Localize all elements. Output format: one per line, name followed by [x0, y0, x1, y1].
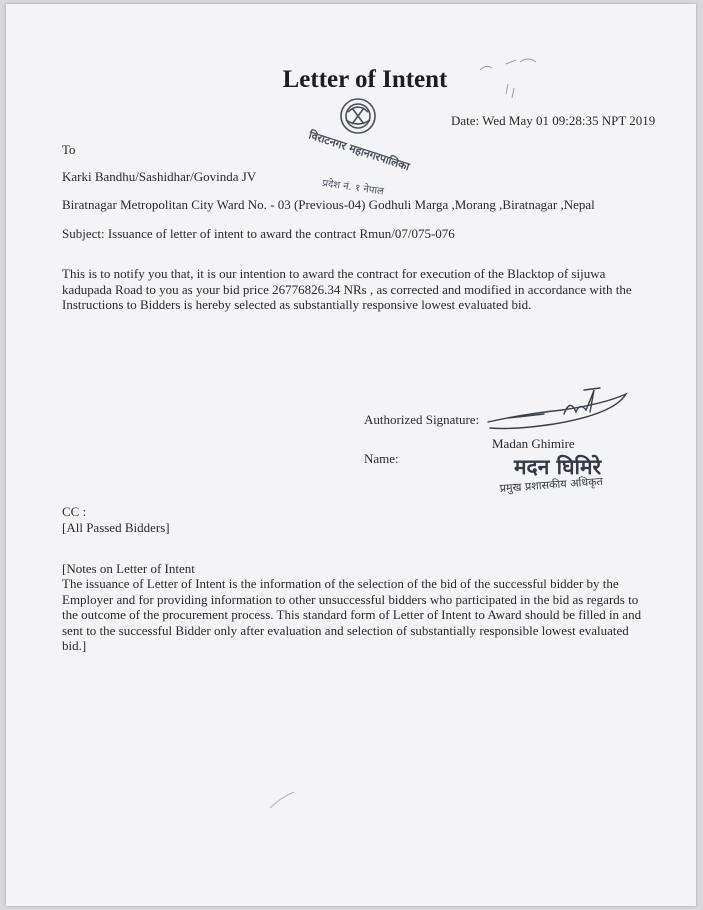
cc-label: CC : [62, 504, 87, 519]
cc-value: [All Passed Bidders] [62, 520, 170, 535]
subject-line: Subject: Issuance of letter of intent to award the contract Rmun/07/075-076 [62, 226, 455, 241]
notes-body: The issuance of Letter of Intent is the information of the selection of the bid of the successful bidder by the Employer and for providing information to other unsuccessful bidders who participated in the bid as regards to the outcome of the procurement process. This standard form of Letter of Intent to Award should be filled in and sent to the successful Bidder only after evaluation and selection of substantially responsible lowest evaluated bid.] [62, 576, 642, 653]
handwritten-signature-icon [484, 384, 634, 434]
scan-mark-icon [266, 784, 306, 814]
letter-title: Letter of Intent [282, 66, 448, 93]
notes-title: [Notes on Letter of Intent [62, 561, 195, 576]
letter-page [6, 4, 696, 906]
stamp-title: प्रमुख प्रशासकीय अधिकृत [499, 474, 604, 495]
letter-body: This is to notify you that, it is our intention to award the contract for execution of the Blacktop of sijuwa kadupada Road to you as your bid price 26776826.34 NRs , as corrected and modified in accordance with the Instructions to Bidders is hereby selected as substantially responsive lowest evaluated bid. [62, 266, 632, 312]
name-label: Name: [364, 451, 399, 466]
authorized-signature-label: Authorized Signature: [364, 412, 480, 427]
letter-date: Date: Wed May 01 09:28:35 NPT 2019 [451, 113, 656, 128]
to-label: To [62, 142, 76, 157]
recipient-name: Karki Bandhu/Sashidhar/Govinda JV [62, 169, 257, 184]
scan-mark-icon [476, 54, 556, 104]
seal-text: विराटनगर महानगरपालिका [307, 128, 412, 174]
office-seal-icon [302, 94, 422, 204]
signatory-name: Madan Ghimire [492, 436, 575, 451]
recipient-address: Biratnagar Metropolitan City Ward No. - 03 (Previous-04) Godhuli Marga ,Morang ,Biratnagar ,Nepal [62, 197, 595, 212]
stamp-name: मदन घिमिरे [514, 455, 602, 479]
name-stamp-icon [486, 444, 661, 496]
seal-subtext: प्रदेश नं. १ नेपाल [321, 178, 385, 198]
